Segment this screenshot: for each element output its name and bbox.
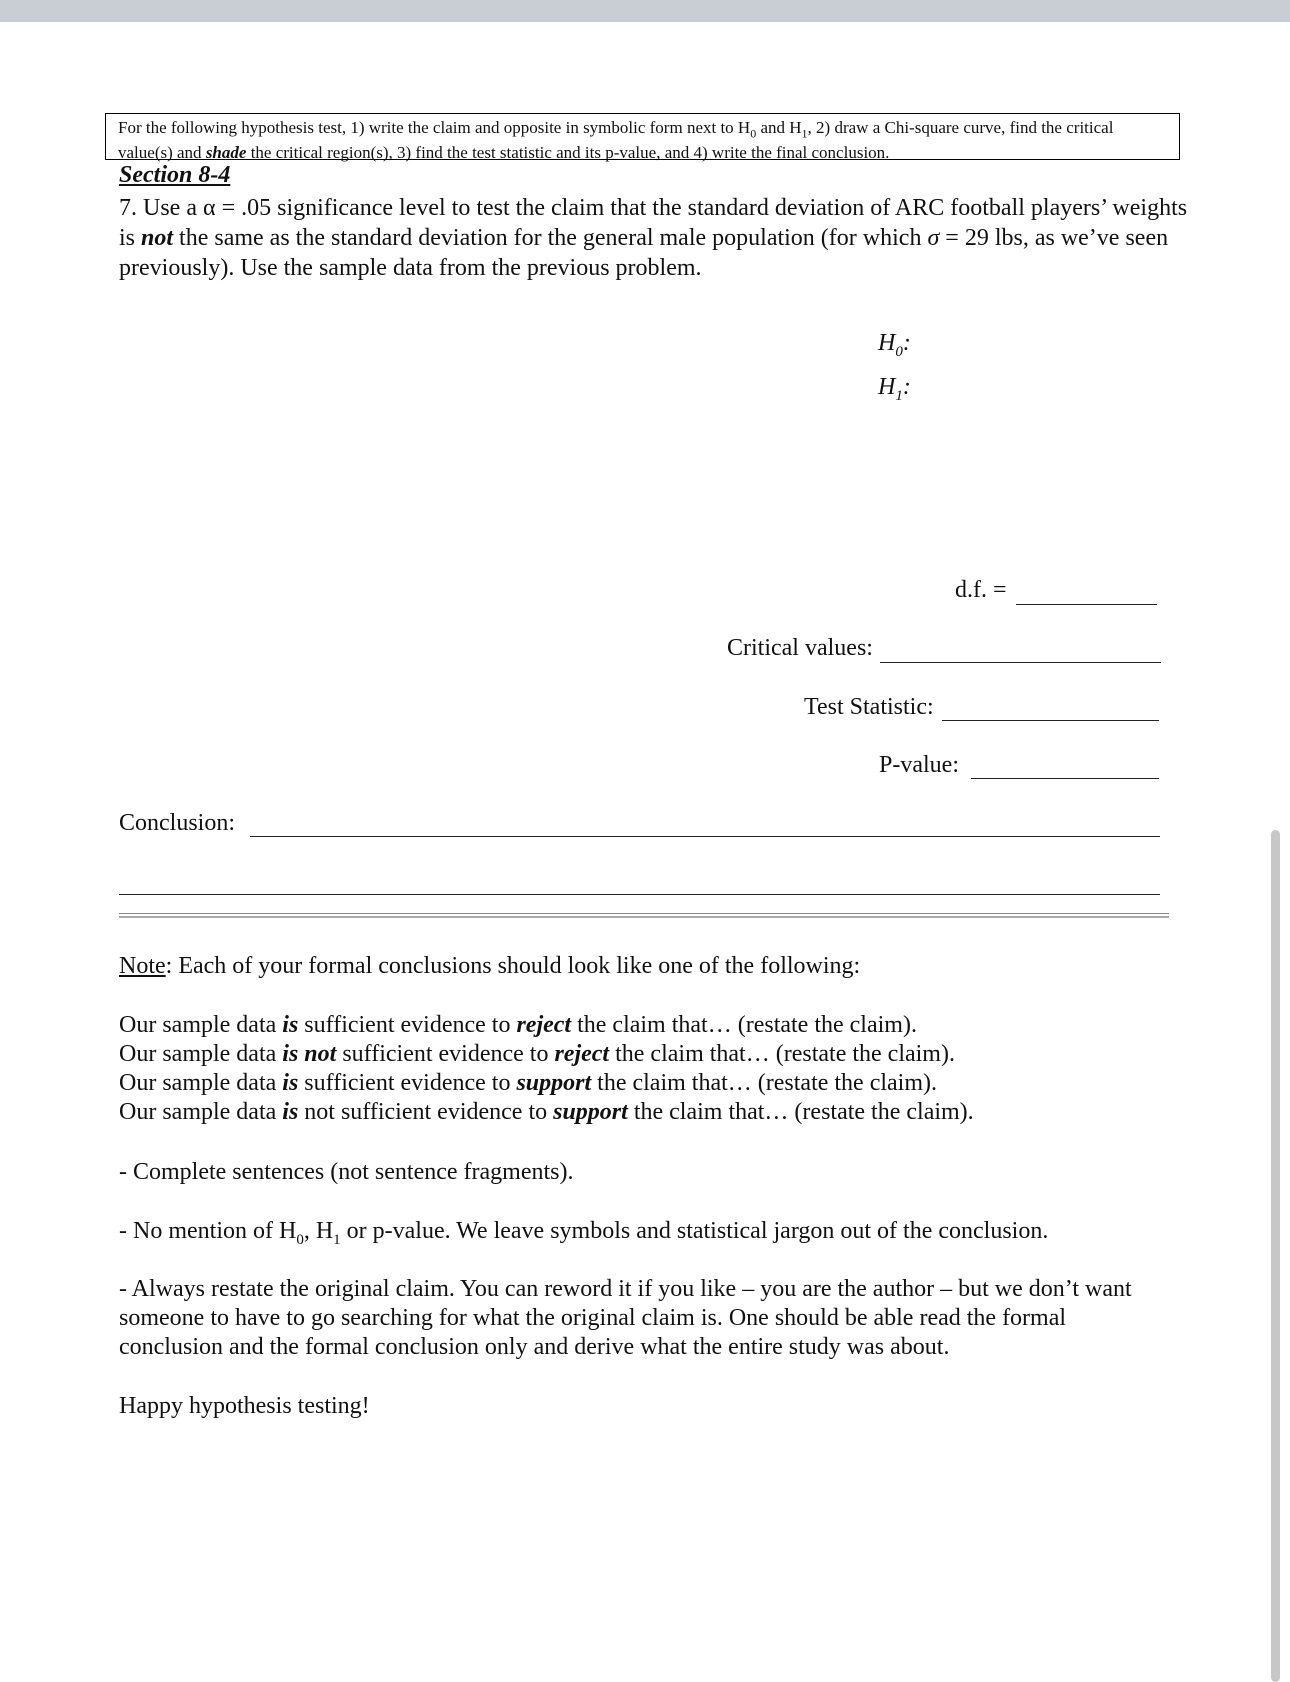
rule2-c: or p-value. We leave symbols and statistical jargon out of the conclusion. xyxy=(340,1218,1049,1244)
c3-b: is xyxy=(282,1070,299,1096)
rule2-sub1: 1 xyxy=(333,1231,341,1248)
section-divider xyxy=(119,913,1169,914)
problem-text-4: = 29 lbs, as we’ve seen previously). Use the sample data from the previous problem. xyxy=(119,225,1169,281)
h1-label xyxy=(878,374,911,405)
instructions-text-1: For the following hypothesis test, 1) write the claim and opposite in symbolic form next to H xyxy=(118,118,751,137)
c2-e: the claim that… (restate the claim). xyxy=(609,1041,955,1067)
c4-c: not sufficient evidence to xyxy=(298,1099,554,1125)
p-value-blank[interactable] xyxy=(971,778,1159,779)
test-statistic-label: Test Statistic: xyxy=(804,694,934,720)
conclusion-label: Conclusion: xyxy=(119,810,236,836)
problem-statement xyxy=(119,193,1199,283)
problem-text-1: 7. Use a xyxy=(119,195,203,221)
c4-e: the claim that… (restate the claim). xyxy=(627,1099,974,1125)
conclusion-template-4 xyxy=(119,1098,1199,1127)
instructions-text-2: and H xyxy=(756,118,802,137)
note-label: Note xyxy=(119,953,166,979)
c4-d: support xyxy=(553,1099,628,1125)
problem-not: not xyxy=(141,225,174,251)
rule2-sub0: 0 xyxy=(296,1231,304,1248)
h1-h: H xyxy=(878,374,896,400)
c1-b: is xyxy=(282,1012,299,1038)
c3-d: support xyxy=(516,1070,592,1096)
conclusion-blank-1[interactable] xyxy=(250,836,1160,837)
h1-colon: : xyxy=(902,374,911,400)
instructions-sub-1: 1 xyxy=(801,126,808,141)
c4-b: is xyxy=(282,1099,299,1125)
top-bar xyxy=(0,0,1290,22)
c3-e: the claim that… (restate the claim). xyxy=(591,1070,938,1096)
rule-no-jargon xyxy=(119,1217,1159,1255)
scrollbar[interactable] xyxy=(1271,830,1280,1682)
conclusion-blank-2[interactable] xyxy=(119,894,1160,895)
alpha-symbol: α xyxy=(202,195,216,221)
section-title: Section 8-4 xyxy=(119,162,231,188)
rule2-b: , H xyxy=(303,1218,334,1244)
section-divider-shadow xyxy=(119,916,1169,918)
rule-restate-claim: - Always restate the original claim. You can reword it if you like – you are the author – but we don’t want someone to have to go searching for what the original claim is. One should be able read the formal conclusion and the formal conclusion only and derive what the entire study was about. xyxy=(119,1276,1132,1360)
c2-a: Our sample data xyxy=(119,1041,283,1067)
problem-text-3: the same as the standard deviation for the general male population (for which xyxy=(173,225,928,251)
c3-c: sufficient evidence to xyxy=(298,1070,517,1096)
c1-c: sufficient evidence to xyxy=(298,1012,517,1038)
c3-a: Our sample data xyxy=(119,1070,283,1096)
c2-c: sufficient evidence to xyxy=(336,1041,555,1067)
conclusion-template-2 xyxy=(119,1040,1199,1069)
critical-values-blank[interactable] xyxy=(880,662,1161,663)
instructions-sub-0: 0 xyxy=(750,126,757,141)
p-value-label: P-value: xyxy=(879,752,959,778)
c1-a: Our sample data xyxy=(119,1012,283,1038)
instructions-box xyxy=(105,113,1180,163)
conclusion-templates xyxy=(119,1011,1199,1127)
conclusion-template-3 xyxy=(119,1069,1199,1098)
rule2-a: - No mention of H xyxy=(119,1218,297,1244)
problem-text-2: = .05 significance level to test the claim that the standard deviation of ARC football players’ weights is xyxy=(119,195,1188,251)
h0-label xyxy=(878,330,911,361)
note-text: : Each of your formal conclusions should look like one of the following: xyxy=(165,953,861,979)
closing-line: Happy hypothesis testing! xyxy=(119,1393,370,1419)
h0-sub: 0 xyxy=(895,343,903,360)
critical-values-label: Critical values: xyxy=(727,635,873,661)
c2-b: is not xyxy=(282,1041,337,1067)
h0-h: H xyxy=(878,330,896,356)
c4-a: Our sample data xyxy=(119,1099,283,1125)
sigma-symbol: σ xyxy=(927,225,940,251)
conclusion-template-1 xyxy=(119,1011,1199,1040)
instructions-shade: shade xyxy=(205,143,247,163)
h0-colon: : xyxy=(902,330,911,356)
note-line xyxy=(119,953,860,980)
c2-d: reject xyxy=(554,1041,610,1067)
test-statistic-blank[interactable] xyxy=(942,720,1159,721)
df-blank[interactable] xyxy=(1016,604,1157,605)
df-label: d.f. = xyxy=(955,577,1007,603)
rule-complete-sentences: - Complete sentences (not sentence fragments). xyxy=(119,1159,574,1185)
h1-sub: 1 xyxy=(895,387,903,404)
instructions-text-4: the critical region(s), 3) find the test statistic and its p-value, and 4) write the final conclusion. xyxy=(246,143,890,163)
c1-d: reject xyxy=(516,1012,572,1038)
instructions-text-3: , 2) draw a Chi-square curve, find the critical value(s) and xyxy=(118,118,1114,163)
c1-e: the claim that… (restate the claim). xyxy=(571,1012,917,1038)
